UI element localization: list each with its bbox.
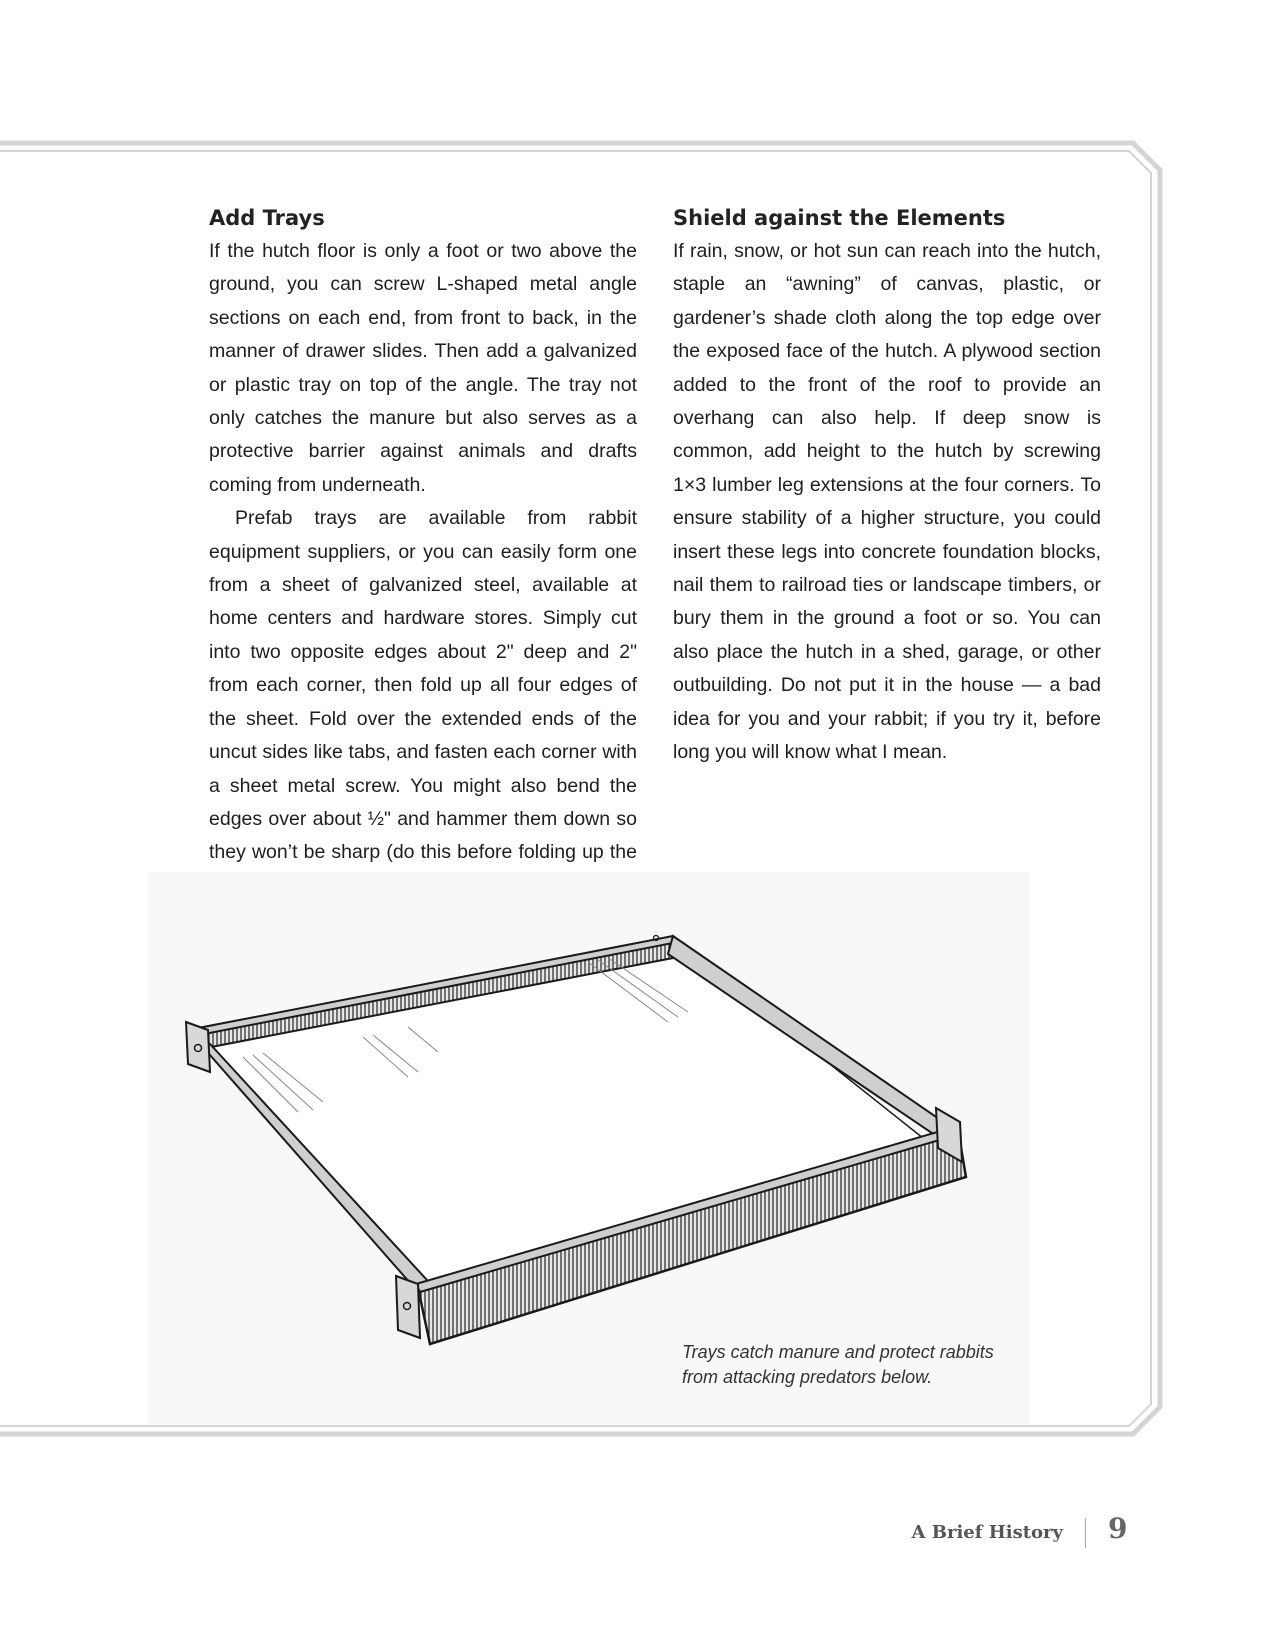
footer-divider — [1085, 1518, 1086, 1548]
section-heading-shield-elements: Shield against the Elements — [673, 206, 1006, 230]
caption-line: from attacking predators below. — [682, 1367, 933, 1387]
section-heading-add-trays: Add Trays — [209, 206, 325, 230]
left-column — [209, 203, 637, 903]
body-paragraph: If the hutch floor is only a foot or two above the ground, you can screw L-shaped metal angle sections on each end, from front to back, in the manner of drawer slides. Then add a galvanized or plastic tray on top of the angle. The tray not only catches the manure but also serves as a protective barrier against animals and drafts coming from underneath. — [209, 240, 637, 496]
body-paragraph: If rain, snow, or hot sun can reach into the hutch, staple an “awning” of canvas, plastic, or gardener’s shade cloth along the top edge over the exposed face of the hutch. A plywood section added to the front of the roof to provide an overhang can also help. If deep snow is common, add height to the hutch by screwing 1×3 lumber leg extensions at the four corners. To ensure stability of a higher structure, you could insert these legs into concrete foundation blocks, nail them to railroad ties or landscape timbers, or bury them in the ground a foot or so. You can also place the hutch in a shed, garage, or other outbuilding. Do not put it in the house — a bad idea for you and your rabbit; if you try it, before long you will know what I mean. — [673, 240, 1101, 764]
body-paragraph: Prefab trays are available from rabbit equipment suppliers, or you can easily form one from a sheet of galvanized steel, available at home centers and hardware stores. Simply cut into two opposite edges about 2" deep and 2" from each corner, then fold up all four edges of the sheet. Fold over the extended ends of the uncut sides like tabs, and fasten each corner with a sheet metal screw. You might also bend the edges over about ½" and hammer them down so they won’t be sharp (do this before folding up the — [209, 507, 637, 864]
right-column — [673, 203, 1101, 770]
caption-line: Trays catch manure and protect rabbits — [682, 1342, 994, 1362]
page-number: 9 — [1108, 1512, 1128, 1545]
running-head: A Brief History — [911, 1522, 1063, 1543]
figure-caption — [682, 1340, 1042, 1390]
